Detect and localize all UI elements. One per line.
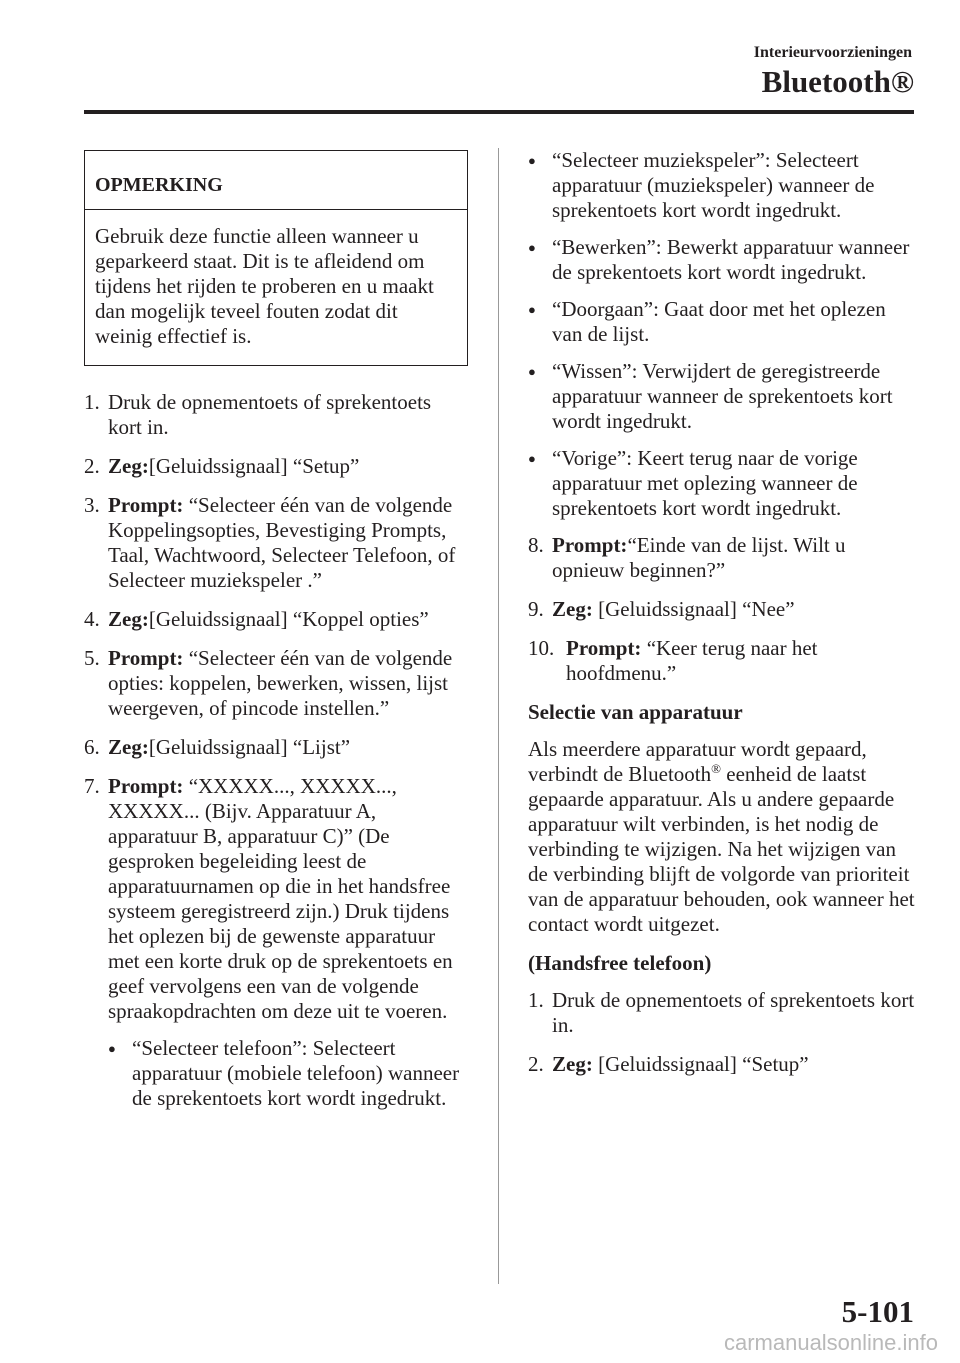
step-item	[528, 533, 918, 583]
header-section: Interieurvoorzieningen	[753, 44, 912, 61]
step-item	[528, 597, 918, 622]
column-divider	[498, 148, 499, 1284]
bullet-dot-icon: ●	[528, 153, 536, 168]
step-number: 4.	[84, 607, 100, 631]
step-text: [Geluidssignaal] “Setup”	[148, 454, 360, 478]
left-bullet-list	[84, 1036, 470, 1111]
step-number: 1.	[84, 390, 100, 414]
bullet-text: “Bewerken”: Bewerkt apparatuur wanneer de sprekentoets kort wordt ingedrukt.	[552, 235, 910, 284]
step-label: Zeg:	[108, 735, 149, 759]
bullet-dot-icon: ●	[108, 1041, 116, 1056]
step-number: 3.	[84, 493, 100, 517]
step-text: “Keer terug naar het hoofdmenu.”	[566, 636, 818, 685]
watermark: carmanualsonline.info	[723, 1330, 938, 1355]
note-body: Gebruik deze functie alleen wanneer u geparkeerd staat. Dit is te afleidend om tijdens het rijden te proberen en u maakt dan mogelijk teveel fouten zodat dit weinig effectief is.	[95, 224, 434, 348]
step-text: [Geluidssignaal] “Setup”	[592, 1052, 809, 1076]
bullet-item	[528, 446, 918, 521]
step-number: 8.	[528, 533, 544, 557]
selection-paragraph	[528, 737, 918, 937]
header-title: Bluetooth®	[761, 64, 914, 99]
step-item	[84, 774, 470, 1024]
step-number: 7.	[84, 774, 100, 798]
step-label: Prompt:	[108, 774, 184, 798]
step-label: Zeg:	[108, 607, 149, 631]
selection-text-before: Als meerdere apparatuur wordt gepaard, verbindt de Bluetooth	[528, 737, 867, 786]
step-label: Prompt:	[108, 493, 184, 517]
step-item	[84, 646, 470, 721]
bullet-text: “Vorige”: Keert terug naar de vorige apparatuur met oplezing wanneer de sprekentoets kort wordt ingedrukt.	[552, 446, 858, 520]
bullet-text: “Wissen”: Verwijdert de geregistreerde apparatuur wanneer de sprekentoets kort wordt ingedrukt.	[552, 359, 893, 433]
step-item	[84, 493, 470, 593]
note-box	[84, 150, 468, 366]
step-item	[84, 735, 470, 760]
step-item	[84, 607, 470, 632]
step-item	[528, 988, 918, 1038]
bullet-item	[528, 359, 918, 434]
selection-text-after: eenheid de laatst gepaarde apparatuur. Als u andere gepaarde apparatuur wilt verbinden, is het nodig de verbinding te wijzigen. Na het wijzigen van de verbinding blijft de volgorde van prioriteit van de apparatuur behouden, ook wanneer het contact wordt uitgezet.	[528, 762, 915, 936]
right-step-list	[528, 533, 918, 686]
step-text: [Geluidssignaal] “Koppel opties”	[148, 607, 429, 631]
bullet-text: “Selecteer telefoon”: Selecteert apparatuur (mobiele telefoon) wanneer de sprekentoets kort wordt ingedrukt.	[132, 1036, 460, 1110]
step-text: “XXXXX..., XXXXX..., XXXXX... (Bijv. Apparatuur A, apparatuur B, apparatuur C)” (De gesproken begeleiding leest de apparatuurnamen op die in het handsfree systeem geregistreerd zijn.) Druk tijdens het oplezen bij de gewenste apparatuur met een korte druk op de sprekentoets en geef vervolgens een van de volgende spraakopdrachten om deze uit te voeren.	[108, 774, 453, 1023]
step-number: 6.	[84, 735, 100, 759]
step-text: Druk de opnementoets of sprekentoets kort in.	[552, 988, 915, 1037]
note-heading: OPMERKING	[95, 174, 223, 196]
step-item	[528, 1052, 918, 1077]
step-text: Druk de opnementoets of sprekentoets kort in.	[108, 390, 432, 439]
handsfree-heading: (Handsfree telefoon)	[528, 951, 712, 975]
bullet-dot-icon: ●	[528, 364, 536, 379]
step-item	[84, 454, 470, 479]
left-column	[84, 150, 470, 1123]
step-number: 2.	[84, 454, 100, 478]
header-rule	[84, 110, 914, 114]
step-text: “Selecteer één van de volgende opties: koppelen, bewerken, wissen, lijst weergeven, of pincode instellen.”	[108, 646, 453, 720]
bullet-dot-icon: ●	[528, 451, 536, 466]
bullet-dot-icon: ●	[528, 302, 536, 317]
right-bullet-list	[528, 148, 918, 521]
step-number: 9.	[528, 597, 544, 621]
step-label: Prompt:	[108, 646, 184, 670]
step-text: [Geluidssignaal] “Lijst”	[148, 735, 351, 759]
step-number: 10.	[528, 636, 555, 660]
step-item	[528, 636, 918, 686]
registered-mark: ®	[711, 761, 722, 776]
step-label: Zeg:	[552, 597, 593, 621]
step-label: Zeg:	[552, 1052, 593, 1076]
step-label: Prompt:	[552, 533, 628, 557]
step-text: “Einde van de lijst. Wilt u opnieuw beginnen?”	[552, 533, 846, 582]
step-label: Zeg:	[108, 454, 149, 478]
bullet-item	[108, 1036, 470, 1111]
step-text: “Selecteer één van de volgende Koppelingsopties, Bevestiging Prompts, Taal, Wachtwoord, Selecteer Telefoon, of Selecteer muziekspeler .”	[108, 493, 456, 592]
step-number: 1.	[528, 988, 544, 1012]
step-number: 5.	[84, 646, 100, 670]
handsfree-step-list	[528, 988, 918, 1077]
bullet-item	[528, 297, 918, 347]
step-item	[84, 390, 470, 440]
bullet-text: “Selecteer muziekspeler”: Selecteert apparatuur (muziekspeler) wanneer de sprekentoets kort wordt ingedrukt.	[552, 148, 875, 222]
step-text: [Geluidssignaal] “Nee”	[592, 597, 795, 621]
left-step-list	[84, 390, 470, 1024]
bullet-text: “Doorgaan”: Gaat door met het oplezen van de lijst.	[552, 297, 886, 346]
page-number: 5-101	[841, 1294, 914, 1329]
bullet-item	[528, 148, 918, 223]
bullet-dot-icon: ●	[528, 240, 536, 255]
bullet-item	[528, 235, 918, 285]
selection-heading: Selectie van apparatuur	[528, 700, 743, 724]
step-number: 2.	[528, 1052, 544, 1076]
step-label: Prompt:	[566, 636, 642, 660]
right-column	[528, 150, 918, 1091]
